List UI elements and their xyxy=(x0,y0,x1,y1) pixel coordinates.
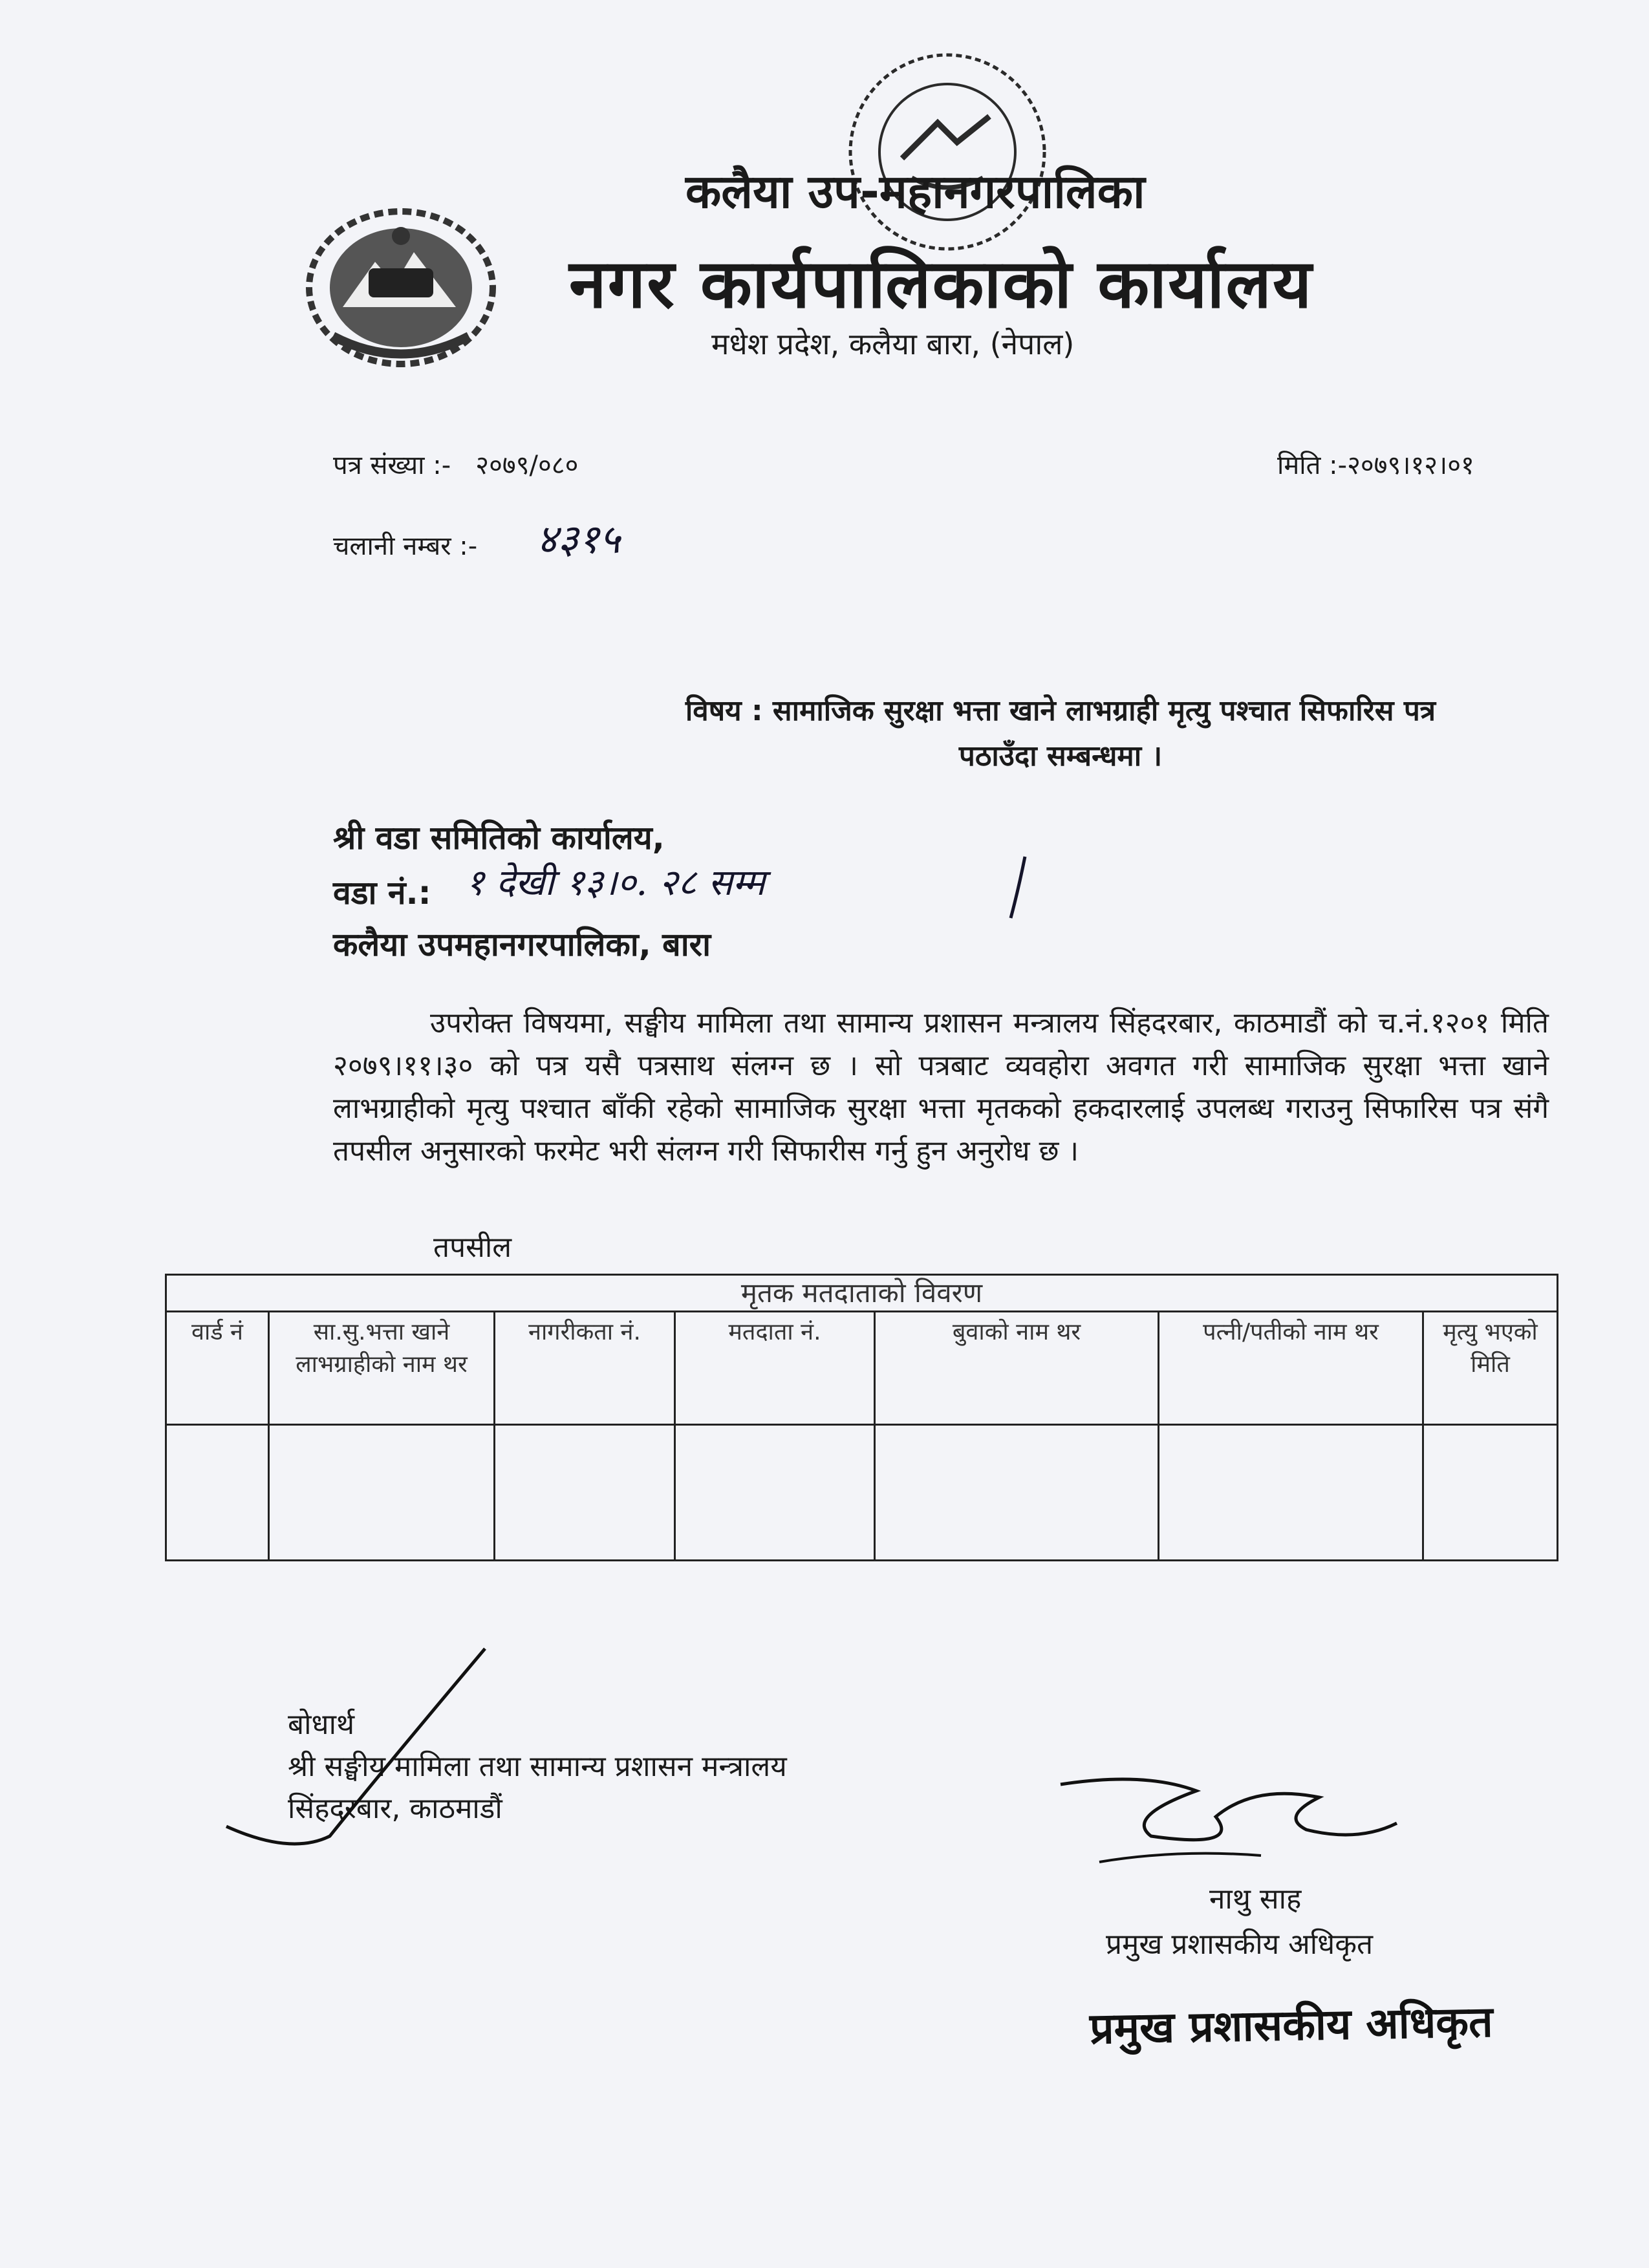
table-cell xyxy=(269,1425,495,1561)
signatory-name: नाथु साह xyxy=(1209,1883,1302,1916)
body-paragraph-text: उपरोक्त विषयमा, सङ्घीय मामिला तथा सामान्य प्रशासन मन्त्रालय सिंहदरबार, काठमाडौं को च.नं.१२०१ मिति २०७९।११।३० को पत्र यसै पत्रसाथ संलग्न छ । सो पत्रबाट व्यवहोरा अवगत गरी सामाजिक सुरक्षा भत्ता खाने लाभग्राहीको मृत्यु पश्चात बाँकी रहेको सामाजिक सुरक्षा भत्ता मृतकको हकदारलाई उपलब्ध गराउनु सिफारिस पत्र संगै तपसील अनुसारको फरमेट भरी संलग्न गरी सिफारीस गर्नु हुन अनुरोध छ । xyxy=(333,1007,1549,1168)
addressee-line-1: श्री वडा समितिको कार्यालय, xyxy=(333,819,665,857)
office-address: मधेश प्रदेश, कलैया बारा, (नेपाल) xyxy=(711,326,1075,361)
table-cell xyxy=(166,1425,269,1561)
subject-line-1: विषय : सामाजिक सुरक्षा भत्ता खाने लाभग्राही मृत्यु पश्चात सिफारिस पत्र xyxy=(685,694,1436,727)
column-header: सा.सु.भत्ता खाने लाभग्राहीको नाम थर xyxy=(269,1312,495,1425)
signature xyxy=(1048,1759,1410,1875)
table-cell xyxy=(875,1425,1159,1561)
reference-label: पत्र संख्या :- xyxy=(333,451,451,480)
table-cell xyxy=(675,1425,875,1561)
table-caption: मृतक मतदाताको विवरण xyxy=(166,1275,1558,1312)
cc-line-1: श्री सङ्घीय मामिला तथा सामान्य प्रशासन मन्त्रालय xyxy=(288,1750,787,1783)
letter-date xyxy=(1277,446,1474,482)
date-label: मिति :- xyxy=(1277,451,1348,480)
office-round-stamp xyxy=(841,45,1054,259)
cc-line-2: सिंहदरबार, काठमाडौं xyxy=(288,1792,502,1825)
signatory-title: प्रमुख प्रशासकीय अधिकृत xyxy=(1106,1928,1374,1961)
dispatch-label: चलानी नम्बर :- xyxy=(333,531,478,561)
column-header: नागरीकता नं. xyxy=(495,1312,675,1425)
reference-value: २०७९/०८० xyxy=(475,451,579,480)
designation-stamp: प्रमुख प्रशासकीय अधिकृत xyxy=(1089,1996,1494,2054)
dispatch-number xyxy=(333,527,477,562)
reference-number xyxy=(333,446,578,482)
column-header: बुवाको नाम थर xyxy=(875,1312,1159,1425)
handwritten-mark xyxy=(1006,853,1031,925)
body-paragraph xyxy=(333,1002,1549,1173)
subject xyxy=(569,689,1552,779)
column-header: मृत्यु भएको मिति xyxy=(1423,1312,1558,1425)
ward-range-handwritten: १ देखी १३।०. २८ सम्म xyxy=(466,862,766,904)
table-cell xyxy=(495,1425,675,1561)
office-name: नगर कार्यपालिकाको कार्यालय xyxy=(569,244,1313,323)
cc-label: बोधार्थ xyxy=(288,1708,355,1741)
column-header: वार्ड नं xyxy=(166,1312,269,1425)
addressee-line-3: कलैया उपमहानगरपालिका, बारा xyxy=(333,926,711,963)
deceased-voter-details-table xyxy=(165,1274,1558,1561)
table-cell xyxy=(1159,1425,1423,1561)
column-header: मतदाता नं. xyxy=(675,1312,875,1425)
nepal-emblem-logo xyxy=(297,197,504,372)
table-cell xyxy=(1423,1425,1558,1561)
ward-label: वडा नं.: xyxy=(333,874,431,912)
municipality-name: कलैया उप-महानगरपालिका xyxy=(685,164,1145,219)
tapsil-heading: तपसील xyxy=(433,1231,512,1264)
column-header: पत्नी/पतीको नाम थर xyxy=(1159,1312,1423,1425)
cc-initial-stroke xyxy=(213,1642,498,1862)
subject-line-2: पठाउँदा सम्बन्धमा । xyxy=(958,740,1163,773)
dispatch-number-handwritten: ४३१५ xyxy=(537,515,620,562)
date-value: २०७९।१२।०१ xyxy=(1347,451,1474,480)
table-row xyxy=(166,1425,1558,1561)
